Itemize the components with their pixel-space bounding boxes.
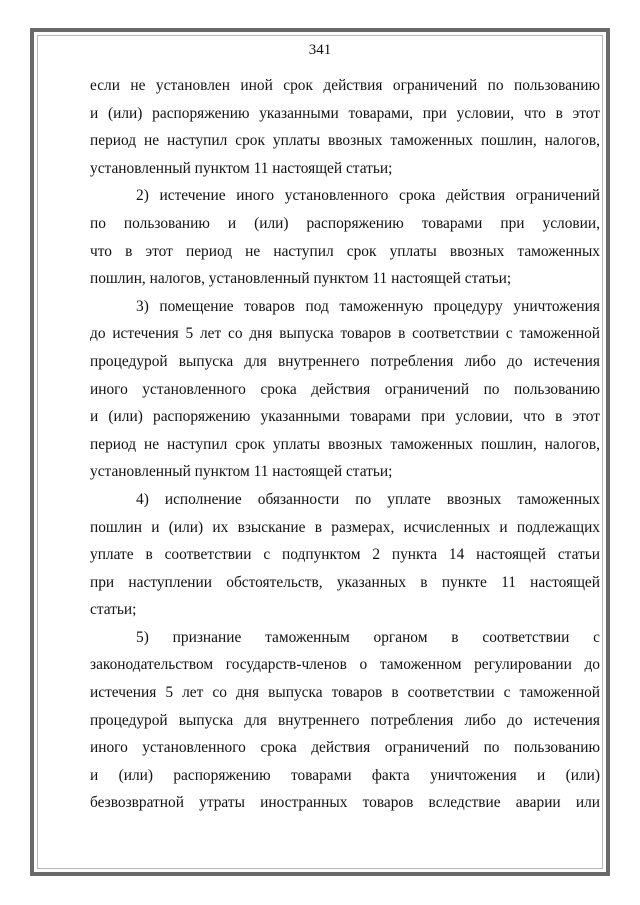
- paragraph-item-5: [90, 624, 600, 817]
- page-number: 341: [308, 42, 332, 58]
- text-line: иного установленного срока действия ограничений по пользованию: [90, 739, 600, 757]
- text-line: период не наступил срок уплаты ввозных таможенных пошлин, налогов,: [90, 132, 600, 150]
- paragraph-item-2: [90, 182, 600, 292]
- text-line: 4) исполнение обязанности по уплате ввозных таможенных: [136, 490, 600, 508]
- text-line: 3) помещение товаров под таможенную процедуру уничтожения: [136, 297, 600, 315]
- paragraph-item-4: [90, 486, 600, 624]
- text-line: установленный пунктом 11 настоящей статьи;: [90, 463, 393, 481]
- text-line: по пользованию и (или) распоряжению товарами при условии,: [90, 214, 600, 232]
- text-line: и (или) распоряжению указанными товарами при условии, что в этот: [90, 408, 600, 426]
- text-line: пошлин, налогов, установленный пунктом 11 настоящей статьи;: [90, 270, 512, 288]
- document-body: [90, 72, 600, 817]
- page-frame: [30, 28, 610, 876]
- text-line: 2) истечение иного установленного срока действия ограничений: [136, 187, 600, 205]
- text-line: истечения 5 лет со дня выпуска товаров в соответствии с таможенной: [90, 684, 600, 702]
- text-line: статьи;: [90, 601, 137, 619]
- text-line: процедурой выпуска для внутреннего потребления либо до истечения: [90, 711, 600, 729]
- text-line: и (или) распоряжению товарами факта уничтожения и (или): [90, 766, 600, 784]
- text-line: процедурой выпуска для внутреннего потребления либо до истечения: [90, 352, 600, 370]
- text-line: установленный пунктом 11 настоящей статьи;: [90, 159, 393, 177]
- text-line: если не установлен иной срок действия ограничений по пользованию: [90, 77, 600, 94]
- text-line: период не наступил срок уплаты ввозных таможенных пошлин, налогов,: [90, 435, 600, 453]
- text-line: безвозвратной утраты иностранных товаров вследствие аварии или: [90, 794, 600, 812]
- text-line: уплате в соответствии с подпунктом 2 пункта 14 настоящей статьи: [90, 546, 600, 564]
- text-line: пошлин и (или) их взыскание в размерах, исчисленных и подлежащих: [90, 518, 600, 536]
- text-line: при наступлении обстоятельств, указанных в пункте 11 настоящей: [90, 573, 600, 591]
- paragraph: [90, 72, 600, 182]
- paragraph-item-3: [90, 293, 600, 486]
- text-line: что в этот период не наступил срок уплаты ввозных таможенных: [90, 242, 600, 260]
- text-line: законодательством государств-членов о таможенном регулировании до: [90, 656, 600, 674]
- text-line: 5) признание таможенным органом в соответствии с: [136, 628, 600, 646]
- text-line: иного установленного срока действия ограничений по пользованию: [90, 380, 600, 398]
- text-line: до истечения 5 лет со дня выпуска товаров в соответствии с таможенной: [90, 325, 600, 343]
- text-line: и (или) распоряжению указанными товарами, при условии, что в этот: [90, 104, 600, 122]
